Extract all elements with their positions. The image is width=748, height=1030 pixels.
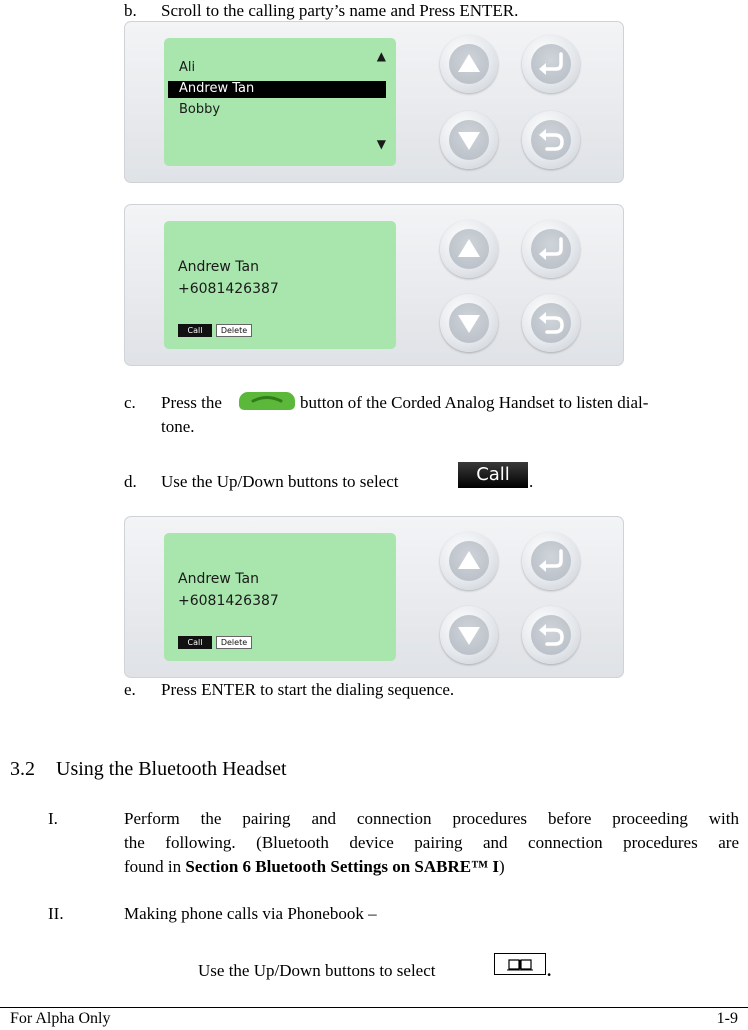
- item-i-line-1: Perform the pairing and connection procedures before proceeding with: [124, 809, 739, 828]
- enter-button[interactable]: [522, 532, 580, 590]
- down-button[interactable]: [440, 294, 498, 352]
- call-handset-icon: [239, 392, 295, 410]
- phonebook-instruction-text: Use the Up/Down buttons to select: [198, 961, 436, 980]
- section-number: 3.2: [10, 758, 35, 780]
- down-arrow-icon: [449, 120, 489, 160]
- contact-name: Andrew Tan: [178, 571, 259, 587]
- item-i-marker: I.: [48, 809, 58, 828]
- enter-icon: [531, 229, 571, 269]
- down-button[interactable]: [440, 111, 498, 169]
- softkey-call: Call: [178, 636, 212, 649]
- back-button[interactable]: [522, 294, 580, 352]
- up-button[interactable]: [440, 220, 498, 278]
- up-button[interactable]: [440, 532, 498, 590]
- item-i-line-3: [124, 856, 505, 878]
- down-arrow-icon: [449, 303, 489, 343]
- step-c-continuation: tone.: [161, 417, 195, 436]
- contact-number: +6081426387: [178, 593, 279, 609]
- step-c-after: button of the Corded Analog Handset to listen dial-: [300, 393, 649, 412]
- down-button[interactable]: [440, 606, 498, 664]
- step-d-text: Use the Up/Down buttons to select: [161, 472, 399, 491]
- section-6-reference: Section 6 Bluetooth Settings on SABRE™ I: [185, 857, 499, 876]
- lcd-screen-contact-call: [164, 533, 396, 661]
- item-ii-text: Making phone calls via Phonebook –: [124, 904, 377, 923]
- back-icon: [531, 120, 571, 160]
- list-item-ali: Ali: [179, 60, 196, 75]
- device-panel-contact-call: [124, 516, 624, 678]
- item-i-line-3-suffix: ): [499, 857, 505, 876]
- device-panel-contact: [124, 204, 624, 366]
- step-d-period: .: [529, 472, 534, 491]
- up-arrow-icon: [449, 44, 489, 84]
- up-arrow-icon: [449, 229, 489, 269]
- item-ii-marker: II.: [48, 904, 64, 923]
- inline-call-softkey-icon: Call: [458, 462, 528, 488]
- list-item-andrew-tan: Andrew Tan: [179, 81, 255, 96]
- scroll-up-arrow-icon: ▲: [376, 49, 386, 63]
- list-item-bobby: Bobby: [179, 102, 221, 117]
- enter-icon: [531, 541, 571, 581]
- back-button[interactable]: [522, 111, 580, 169]
- item-i-line-3-prefix: found in: [124, 857, 186, 876]
- item-i-line-2: the following. (Bluetooth device pairing and connection procedures are: [124, 833, 739, 852]
- phonebook-book-icon: [494, 953, 546, 975]
- enter-icon: [531, 44, 571, 84]
- enter-button[interactable]: [522, 220, 580, 278]
- step-e-marker: e.: [124, 680, 136, 699]
- enter-button[interactable]: [522, 35, 580, 93]
- back-icon: [531, 303, 571, 343]
- contact-name: Andrew Tan: [178, 259, 259, 275]
- down-arrow-icon: [449, 615, 489, 655]
- softkey-delete: Delete: [216, 324, 252, 337]
- section-title: Using the Bluetooth Headset: [56, 758, 287, 780]
- contact-number: +6081426387: [178, 281, 279, 297]
- step-c-marker: c.: [124, 393, 136, 412]
- softkey-delete: Delete: [216, 636, 252, 649]
- device-panel-list: [124, 21, 624, 183]
- up-arrow-icon: [449, 541, 489, 581]
- softkey-call: Call: [178, 324, 212, 337]
- back-button[interactable]: [522, 606, 580, 664]
- lcd-screen-contact: [164, 221, 396, 349]
- lcd-screen-list: [164, 38, 396, 166]
- up-button[interactable]: [440, 35, 498, 93]
- step-b-marker: b.: [124, 1, 137, 20]
- step-b-text: Scroll to the calling party’s name and Press ENTER.: [161, 1, 519, 20]
- footer-page-number: 1-9: [716, 1010, 738, 1027]
- back-icon: [531, 615, 571, 655]
- step-d-marker: d.: [124, 472, 137, 491]
- phonebook-instruction-period: .: [547, 961, 552, 980]
- step-e-text: Press ENTER to start the dialing sequence.: [161, 680, 455, 699]
- step-c-before: Press the: [161, 393, 222, 412]
- footer-left: For Alpha Only: [10, 1010, 111, 1027]
- scroll-down-arrow-icon: ▼: [376, 137, 386, 151]
- footer-rule: [0, 1007, 748, 1008]
